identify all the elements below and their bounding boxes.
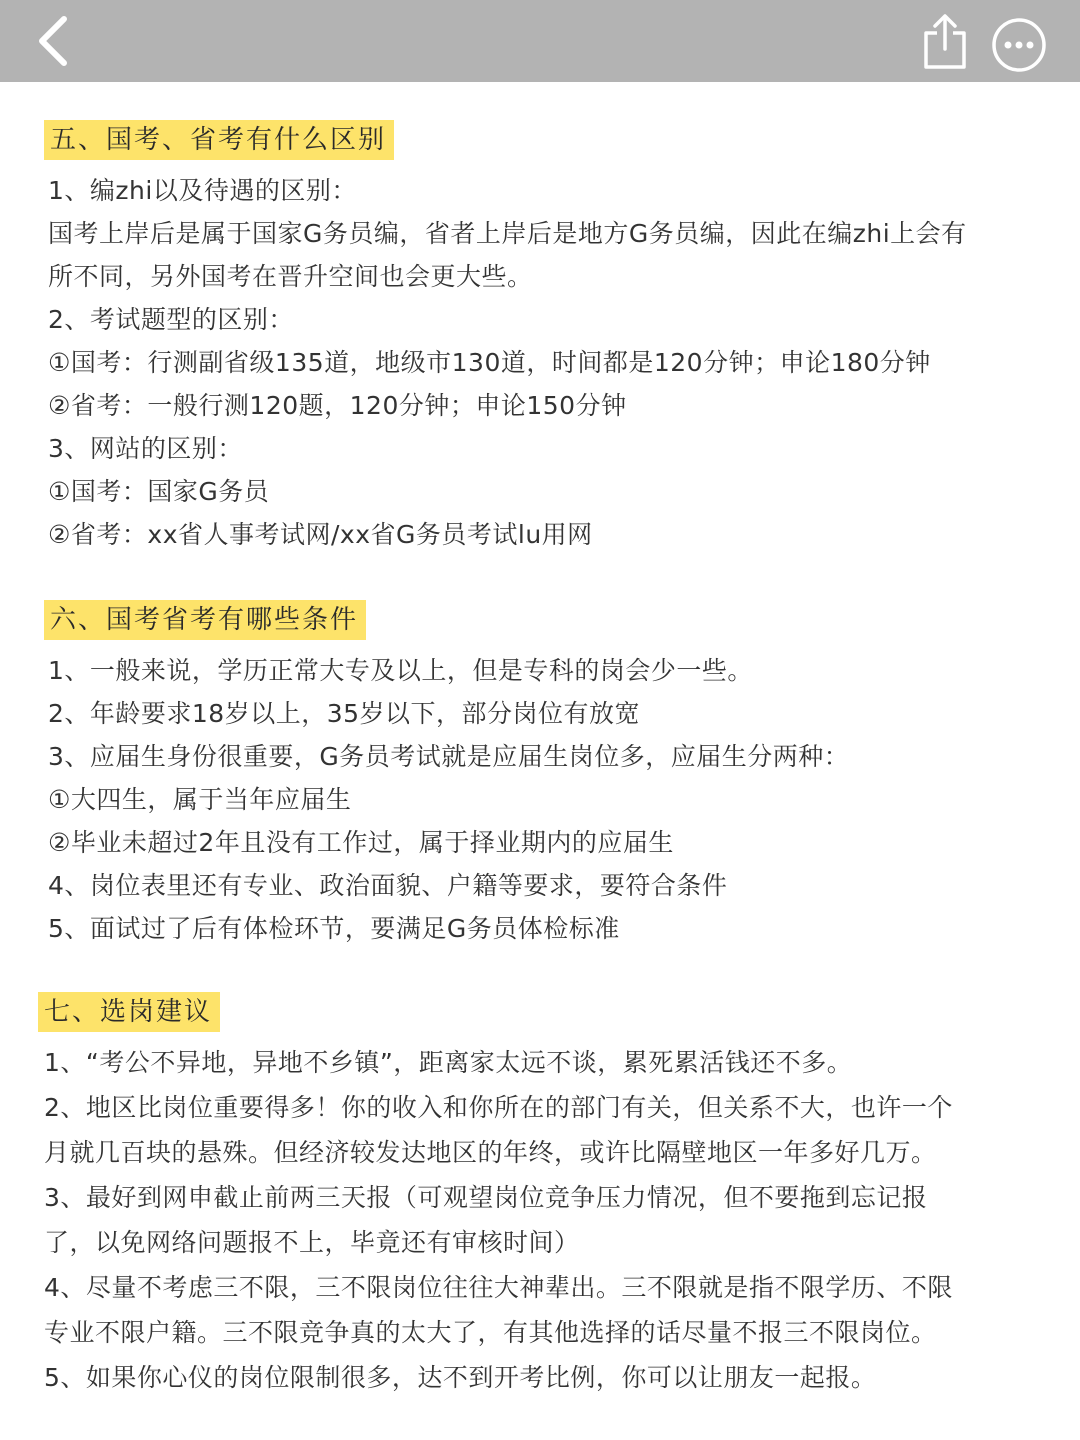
section-line: ②省考：一般行测120题，120分钟；申论150分钟 <box>48 391 627 420</box>
share-button[interactable] <box>914 8 976 74</box>
section-line: 2、年龄要求18岁以上，35岁以下，部分岗位有放宽 <box>48 699 641 728</box>
section-line: 3、应届生身份很重要，G务员考试就是应届生岗位多，应届生分两种： <box>48 742 850 771</box>
section-line: 4、尽量不考虑三不限，三不限岗位往往大神辈出。三不限就是指不限学历、不限 <box>44 1273 953 1302</box>
section-line: 专业不限户籍。三不限竞争真的太大了，有其他选择的话尽量不报三不限岗位。 <box>44 1318 937 1347</box>
section-line: 2、地区比岗位重要得多！你的收入和你所在的部门有关，但关系不大，也许一个 <box>44 1093 953 1122</box>
section-line: ①国考：行测副省级135道，地级市130道，时间都是120分钟；申论180分钟 <box>48 348 931 377</box>
share-icon <box>921 11 969 71</box>
section-line: 1、编zhi以及待遇的区别： <box>48 176 357 205</box>
more-dots-icon <box>990 16 1048 74</box>
section-title-conditions: 六、国考省考有哪些条件 <box>44 600 366 640</box>
back-button[interactable] <box>22 6 86 76</box>
section-title-differences: 五、国考、省考有什么区别 <box>44 120 394 160</box>
section-line: ①大四生，属于当年应届生 <box>48 785 352 814</box>
section-line: ①国考：国家G务员 <box>48 477 270 506</box>
section-line: ②毕业未超过2年且没有工作过，属于择业期内的应届生 <box>48 828 674 857</box>
section-line: 月就几百块的悬殊。但经济较发达地区的年终，或许比隔壁地区一年多好几万。 <box>44 1138 937 1167</box>
section-line: 1、“考公不异地，异地不乡镇”，距离家太远不谈，累死累活钱还不多。 <box>44 1048 853 1077</box>
section-line: 2、考试题型的区别： <box>48 305 294 334</box>
section-line: 3、最好到网申截止前两三天报（可观望岗位竞争压力情况，但不要拖到忘记报 <box>44 1183 928 1212</box>
section-line: 1、一般来说，学历正常大专及以上，但是专科的岗会少一些。 <box>48 656 753 685</box>
section-line: ②省考：xx省人事考试网/xx省G务员考试lu用网 <box>48 520 593 549</box>
section-line: 所不同，另外国考在晋升空间也会更大些。 <box>48 262 533 291</box>
section-line: 5、如果你心仪的岗位限制很多，达不到开考比例，你可以让朋友一起报。 <box>44 1363 877 1392</box>
section-title-job-selection: 七、选岗建议 <box>38 992 220 1032</box>
section-line: 了，以免网络问题报不上，毕竟还有审核时间） <box>44 1228 580 1257</box>
section-line: 3、网站的区别： <box>48 434 243 463</box>
more-options-button[interactable] <box>988 14 1050 76</box>
section-line: 4、岗位表里还有专业、政治面貌、户籍等要求，要符合条件 <box>48 871 728 900</box>
top-navigation-bar <box>0 0 1080 82</box>
article-content <box>0 82 1080 1440</box>
chevron-left-icon <box>34 13 74 69</box>
section-line: 5、面试过了后有体检环节，要满足G务员体检标准 <box>48 914 620 943</box>
section-line: 国考上岸后是属于国家G务员编，省者上岸后是地方G务员编，因此在编zhi上会有 <box>48 219 967 248</box>
